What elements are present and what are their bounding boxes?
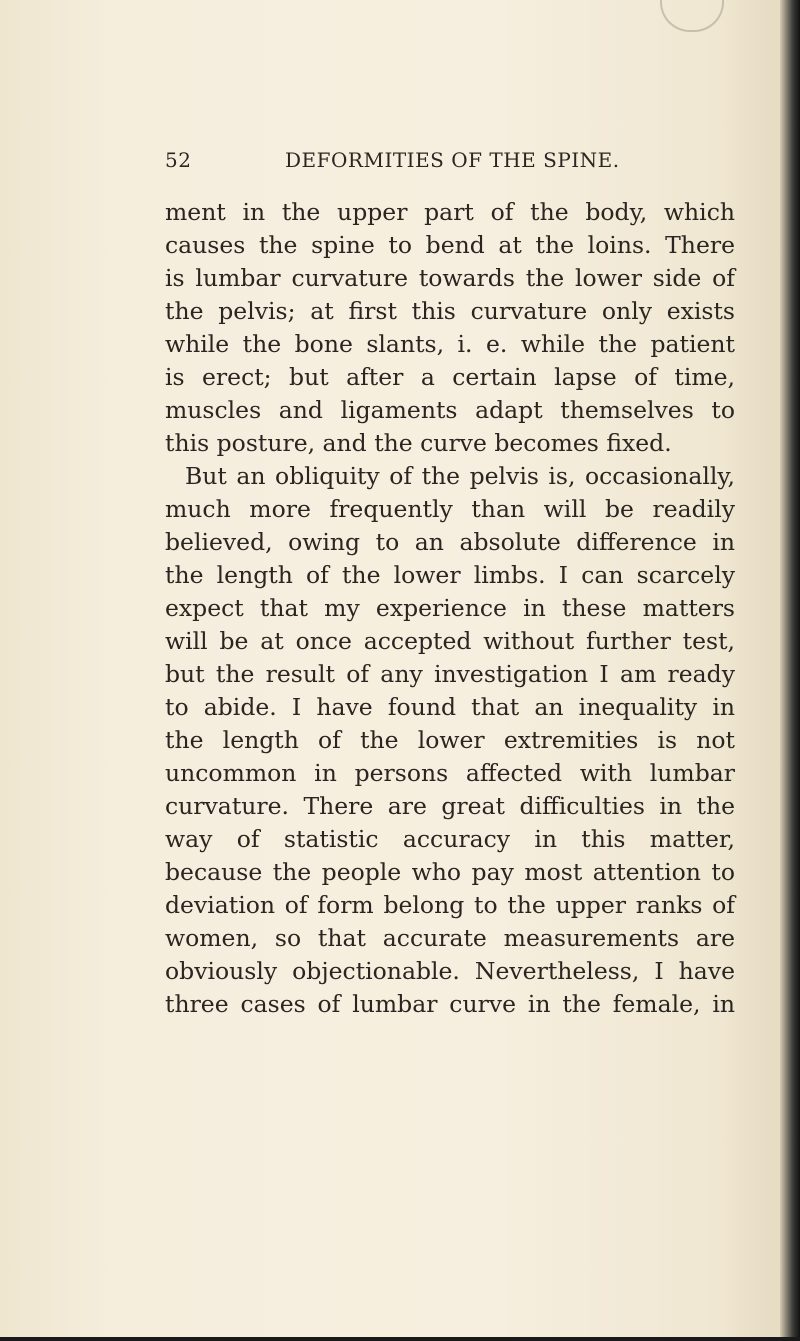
text-line: is erect; but after a certain lapse of time, bbox=[165, 363, 735, 391]
text-line: causes the spine to bend at the loins. There bbox=[165, 231, 735, 259]
text-line: will be at once accepted without further test, bbox=[165, 627, 735, 655]
text-line: ment in the upper part of the body, which bbox=[165, 198, 735, 226]
text-line: while the bone slants, i. e. while the patient bbox=[165, 330, 735, 358]
text-line: uncommon in persons affected with lumbar bbox=[165, 759, 735, 787]
text-line: way of statistic accuracy in this matter, bbox=[165, 825, 735, 853]
text-line: is lumbar curvature towards the lower side of bbox=[165, 264, 735, 292]
book-spine-edge bbox=[780, 0, 800, 1341]
text-line: muscles and ligaments adapt themselves to bbox=[165, 396, 735, 424]
text-line: the length of the lower extremities is not bbox=[165, 726, 735, 754]
text-line: much more frequently than will be readily bbox=[165, 495, 735, 523]
page-number: 52 bbox=[165, 148, 192, 172]
text-line: but the result of any investigation I am ready bbox=[165, 660, 735, 688]
text-line: the pelvis; at first this curvature only exists bbox=[165, 297, 735, 325]
text-line: women, so that accurate measurements are bbox=[165, 924, 735, 952]
text-line: the length of the lower limbs. I can scarcely bbox=[165, 561, 735, 589]
text-line: this posture, and the curve becomes fixed. bbox=[165, 429, 672, 457]
text-line: three cases of lumbar curve in the female, in bbox=[165, 990, 735, 1018]
text-line: curvature. There are great difficulties in the bbox=[165, 792, 735, 820]
text-line: But an obliquity of the pelvis is, occasionally, bbox=[185, 462, 735, 490]
text-line: to abide. I have found that an inequality in bbox=[165, 693, 735, 721]
page-header bbox=[165, 148, 735, 178]
text-line: believed, owing to an absolute difference in bbox=[165, 528, 735, 556]
running-head: DEFORMITIES OF THE SPINE. bbox=[285, 148, 620, 172]
body-text bbox=[165, 196, 750, 1021]
text-line: because the people who pay most attention to bbox=[165, 858, 735, 886]
text-line: expect that my experience in these matters bbox=[165, 594, 735, 622]
text-line: deviation of form belong to the upper ranks of bbox=[165, 891, 735, 919]
page-top-mark bbox=[660, 0, 724, 32]
text-line: obviously objectionable. Nevertheless, I have bbox=[165, 957, 735, 985]
page-bottom-edge bbox=[0, 1337, 800, 1341]
